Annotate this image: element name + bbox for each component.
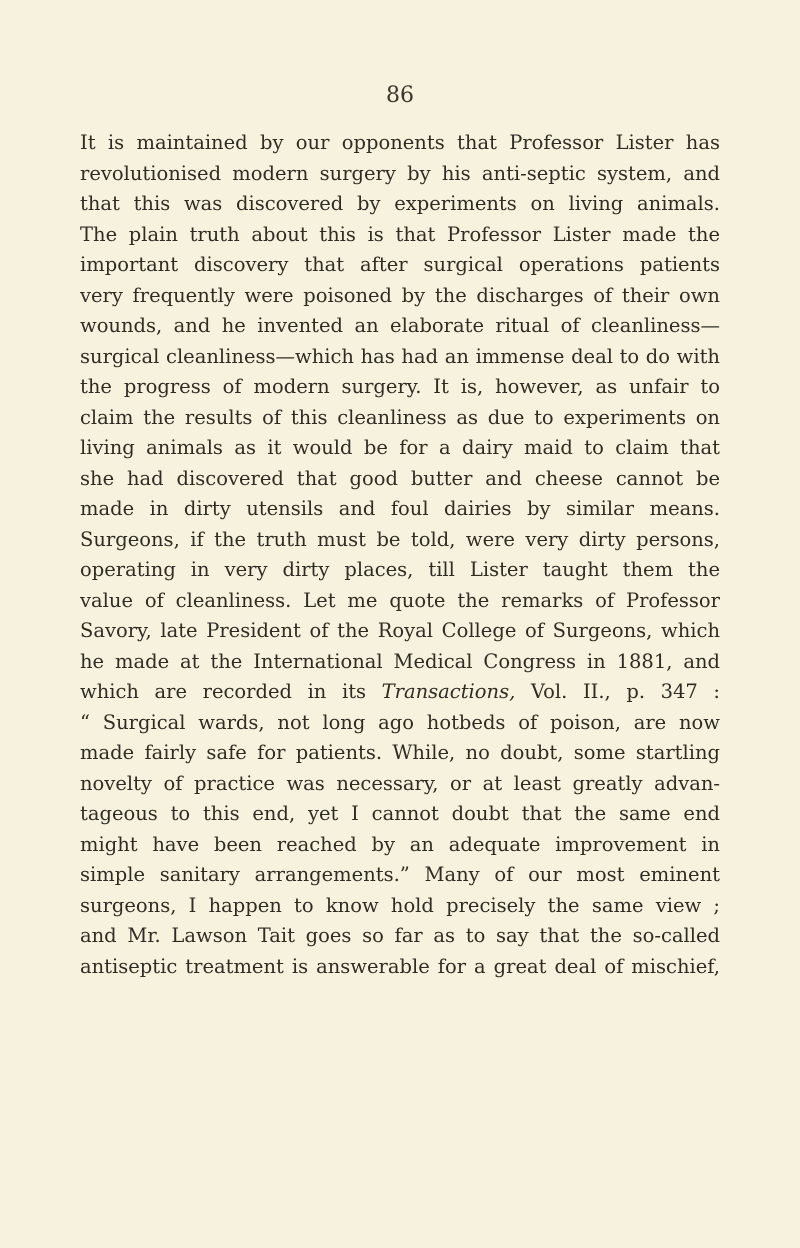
text-line: that this was discovered by experiments on living animals. [80, 192, 720, 215]
page-number: 86 [386, 83, 414, 108]
text-line: Surgeons, if the truth must be told, were very dirty persons, [80, 527, 720, 551]
text-line: surgical cleanliness—which has had an immense deal to do with [80, 344, 720, 368]
text-line: “ Surgical wards, not long ago hotbeds of poison, are now [80, 710, 720, 734]
body-paragraph [80, 128, 720, 982]
text-line: living animals as it would be for a dairy maid to claim that [80, 436, 720, 459]
journal-title: Transactions, [381, 680, 516, 703]
text-line: important discovery that after surgical operations patients [80, 253, 720, 276]
text-line: surgeons, I happen to know hold precisely the same view ; [80, 893, 720, 917]
text-line: simple sanitary arrangements.” Many of our most eminent [80, 863, 720, 886]
text-line: The plain truth about this is that Professor Lister made the [80, 222, 720, 246]
text-line: novelty of practice was necessary, or at least greatly advan- [80, 771, 720, 795]
text-line: very frequently were poisoned by the discharges of their own [80, 283, 720, 307]
text-line: might have been reached by an adequate improvement in [80, 832, 720, 856]
text-line: value of cleanliness. Let me quote the remarks of Professor [80, 588, 720, 612]
text-segment: which are recorded in its [80, 680, 367, 703]
text-line: made in dirty utensils and foul dairies by similar means. [80, 497, 720, 520]
text-line-with-citation [80, 677, 720, 708]
text-line: tageous to this end, yet I cannot doubt that the same end [80, 802, 720, 825]
text-segment: Vol. II., p. 347 : [530, 680, 720, 703]
text-line: made fairly safe for patients. While, no doubt, some startling [80, 741, 720, 764]
text-line: he made at the International Medical Congress in 1881, and [80, 649, 720, 673]
text-line: It is maintained by our opponents that Professor Lister has [80, 131, 720, 154]
text-line: revolutionised modern surgery by his anti-septic system, and [80, 161, 720, 185]
text-line: Savory, late President of the Royal College of Surgeons, which [80, 619, 720, 642]
text-line: operating in very dirty places, till Lister taught them the [80, 558, 720, 581]
text-line: she had discovered that good butter and cheese cannot be [80, 466, 720, 490]
text-line: the progress of modern surgery. It is, however, as unfair to [80, 375, 720, 398]
text-line: antiseptic treatment is answerable for a great deal of mischief, [80, 954, 720, 978]
text-line: wounds, and he invented an elaborate ritual of cleanliness— [80, 314, 720, 337]
text-line: claim the results of this cleanliness as due to experiments on [80, 405, 720, 429]
text-line: and Mr. Lawson Tait goes so far as to say that the so-called [80, 924, 720, 947]
